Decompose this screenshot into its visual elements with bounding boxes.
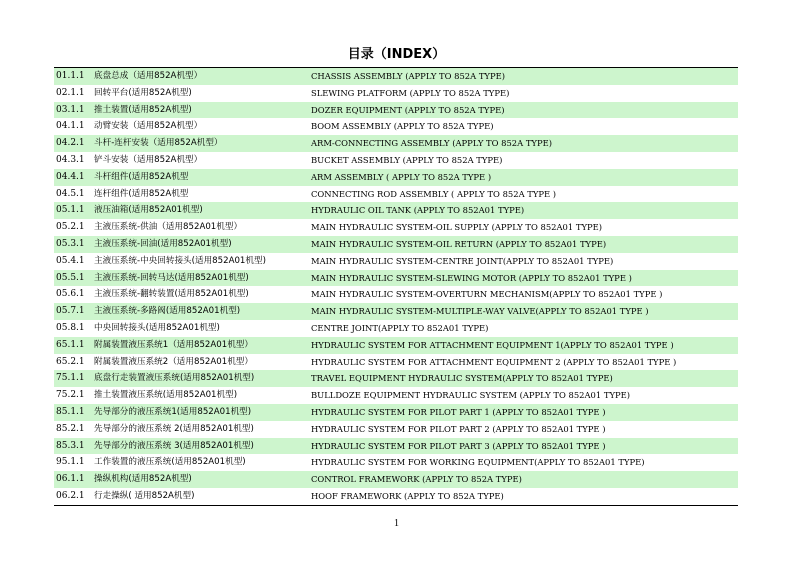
row-code: 04.4.1 [56, 171, 85, 182]
row-english-title: ARM-CONNECTING ASSEMBLY (APPLY TO 852A TYPE) [311, 138, 552, 149]
row-chinese-title: 中央回转接头(适用852A01机型) [94, 322, 220, 333]
index-row [54, 186, 738, 203]
row-chinese-title: 附属装置液压系统1（适用852A01机型） [94, 339, 253, 350]
row-code: 05.6.1 [56, 289, 85, 300]
row-chinese-title: 底盘总成（适用852A机型） [94, 71, 203, 81]
row-chinese-title: 斗杆-连杆安装（适用852A机型） [94, 138, 223, 149]
row-code: 05.5.1 [56, 272, 85, 283]
row-english-title: HYDRAULIC SYSTEM FOR PILOT PART 2 (APPLY TO 852A01 TYPE ) [311, 423, 606, 434]
row-code: 01.1.1 [56, 71, 85, 81]
row-code: 05.3.1 [56, 238, 85, 249]
row-chinese-title: 主液压系统-多路阀(适用852A01机型) [94, 306, 241, 317]
row-code: 85.3.1 [56, 440, 85, 451]
index-row [54, 438, 738, 455]
row-english-title: HYDRAULIC SYSTEM FOR ATTACHMENT EQUIPMENT 1(APPLY TO 852A01 TYPE ) [311, 339, 674, 350]
row-chinese-title: 先导部分的液压系统 2(适用852A01机型) [94, 423, 254, 434]
row-code: 03.1.1 [56, 104, 85, 115]
row-english-title: TRAVEL EQUIPMENT HYDRAULIC SYSTEM(APPLY TO 852A01 TYPE) [311, 373, 613, 384]
row-english-title: DOZER EQUIPMENT (APPLY TO 852A TYPE) [311, 104, 505, 115]
index-row [54, 152, 738, 169]
index-row [54, 303, 738, 320]
index-row [54, 270, 738, 287]
row-english-title: CHASSIS ASSEMBLY (APPLY TO 852A TYPE) [311, 71, 505, 81]
row-code: 04.3.1 [56, 154, 85, 165]
row-chinese-title: 主液压系统-回油(适用852A01机型) [94, 238, 232, 249]
row-chinese-title: 底盘行走装置液压系统(适用852A01机型) [94, 373, 255, 384]
row-chinese-title: 行走操纵( 适用852A机型) [94, 490, 195, 501]
row-chinese-title: 液压油箱(适用852A01机型) [94, 205, 203, 216]
row-english-title: CENTRE JOINT(APPLY TO 852A01 TYPE) [311, 322, 489, 333]
row-chinese-title: 动臂安装（适用852A机型） [94, 121, 203, 132]
row-english-title: ARM ASSEMBLY ( APPLY TO 852A TYPE ) [311, 171, 492, 182]
row-english-title: HYDRAULIC SYSTEM FOR PILOT PART 1 (APPLY TO 852A01 TYPE ) [311, 406, 606, 417]
row-english-title: MAIN HYDRAULIC SYSTEM-OVERTURN MECHANISM(APPLY TO 852A01 TYPE ) [311, 289, 663, 300]
index-row [54, 354, 738, 371]
index-row [54, 169, 738, 186]
row-chinese-title: 先导部分的液压系统 3(适用852A01机型) [94, 440, 254, 451]
row-code: 85.2.1 [56, 423, 85, 434]
row-english-title: HOOF FRAMEWORK (APPLY TO 852A TYPE) [311, 490, 504, 501]
index-row [54, 337, 738, 354]
index-row [54, 421, 738, 438]
page-number: 1 [394, 518, 399, 529]
row-chinese-title: 工作装置的液压系统(适用852A01机型) [94, 457, 246, 468]
row-code: 05.8.1 [56, 322, 85, 333]
row-chinese-title: 操纵机构(适用852A机型) [94, 474, 192, 485]
row-chinese-title: 推土装置液压系统(适用852A01机型) [94, 390, 238, 401]
row-chinese-title: 回转平台(适用852A机型) [94, 87, 192, 98]
row-chinese-title: 斗杆组件(适用852A机型 [94, 171, 189, 182]
row-code: 75.2.1 [56, 390, 85, 401]
index-row [54, 320, 738, 337]
index-row [54, 286, 738, 303]
row-chinese-title: 主液压系统-供油（适用852A01机型） [94, 222, 243, 233]
row-code: 65.2.1 [56, 356, 85, 367]
row-code: 02.1.1 [56, 87, 85, 98]
index-row [54, 236, 738, 253]
row-chinese-title: 附属装置液压系统2（适用852A01机型） [94, 356, 253, 367]
row-english-title: MAIN HYDRAULIC SYSTEM-OIL RETURN (APPLY TO 852A01 TYPE) [311, 238, 607, 249]
index-row [54, 454, 738, 471]
row-code: 65.1.1 [56, 339, 85, 350]
page-title: 目录（INDEX） [347, 47, 446, 62]
index-row [54, 68, 738, 85]
index-row [54, 370, 738, 387]
row-english-title: BUCKET ASSEMBLY (APPLY TO 852A TYPE) [311, 154, 503, 165]
row-chinese-title: 主液压系统-翻转装置(适用852A01机型) [94, 289, 249, 300]
row-english-title: MAIN HYDRAULIC SYSTEM-SLEWING MOTOR (APPLY TO 852A01 TYPE ) [311, 272, 632, 283]
index-row [54, 202, 738, 219]
row-code: 75.1.1 [56, 373, 85, 384]
row-code: 05.7.1 [56, 306, 85, 317]
index-row [54, 118, 738, 135]
row-english-title: HYDRAULIC SYSTEM FOR PILOT PART 3 (APPLY TO 852A01 TYPE ) [311, 440, 606, 451]
row-chinese-title: 主液压系统-中央回转接头(适用852A01机型) [94, 255, 266, 266]
index-row [54, 219, 738, 236]
row-english-title: MAIN HYDRAULIC SYSTEM-OIL SUPPLY (APPLY TO 852A01 TYPE) [311, 222, 603, 233]
row-english-title: MAIN HYDRAULIC SYSTEM-CENTRE JOINT(APPLY TO 852A01 TYPE) [311, 255, 614, 266]
index-row [54, 387, 738, 404]
row-english-title: HYDRAULIC SYSTEM FOR WORKING EQUIPMENT(APPLY TO 852A01 TYPE) [311, 457, 645, 468]
row-english-title: MAIN HYDRAULIC SYSTEM-MULTIPLE-WAY VALVE(APPLY TO 852A01 TYPE ) [311, 306, 649, 317]
index-row [54, 85, 738, 102]
index-row [54, 253, 738, 270]
index-row [54, 102, 738, 119]
row-code: 06.2.1 [56, 490, 85, 501]
index-row [54, 135, 738, 152]
row-code: 06.1.1 [56, 474, 85, 485]
row-code: 04.1.1 [56, 121, 85, 132]
row-code: 95.1.1 [56, 457, 85, 468]
index-row [54, 404, 738, 421]
row-code: 04.5.1 [56, 188, 85, 199]
row-chinese-title: 推土装置(适用852A机型) [94, 104, 192, 115]
row-english-title: HYDRAULIC SYSTEM FOR ATTACHMENT EQUIPMENT 2 (APPLY TO 852A01 TYPE ) [311, 356, 677, 367]
row-english-title: BOOM ASSEMBLY (APPLY TO 852A TYPE) [311, 121, 494, 132]
row-code: 04.2.1 [56, 138, 85, 149]
row-chinese-title: 主液压系统-回转马达(适用852A01机型) [94, 272, 249, 283]
row-code: 05.4.1 [56, 255, 85, 266]
row-code: 85.1.1 [56, 406, 85, 417]
row-chinese-title: 铲斗安装（适用852A机型） [94, 154, 203, 165]
row-chinese-title: 先导部分的液压系统1(适用852A01机型) [94, 406, 252, 417]
row-code: 05.2.1 [56, 222, 85, 233]
row-english-title: CONNECTING ROD ASSEMBLY ( APPLY TO 852A TYPE ) [311, 188, 557, 199]
index-row [54, 471, 738, 488]
row-chinese-title: 连杆组件(适用852A机型 [94, 188, 189, 199]
row-english-title: CONTROL FRAMEWORK (APPLY TO 852A TYPE) [311, 474, 522, 485]
row-english-title: SLEWING PLATFORM (APPLY TO 852A TYPE) [311, 87, 510, 98]
index-table [54, 67, 738, 506]
row-code: 05.1.1 [56, 205, 85, 216]
index-row [54, 488, 738, 505]
row-english-title: HYDRAULIC OIL TANK (APPLY TO 852A01 TYPE) [311, 205, 525, 216]
row-english-title: BULLDOZE EQUIPMENT HYDRAULIC SYSTEM (APPLY TO 852A01 TYPE) [311, 390, 630, 401]
